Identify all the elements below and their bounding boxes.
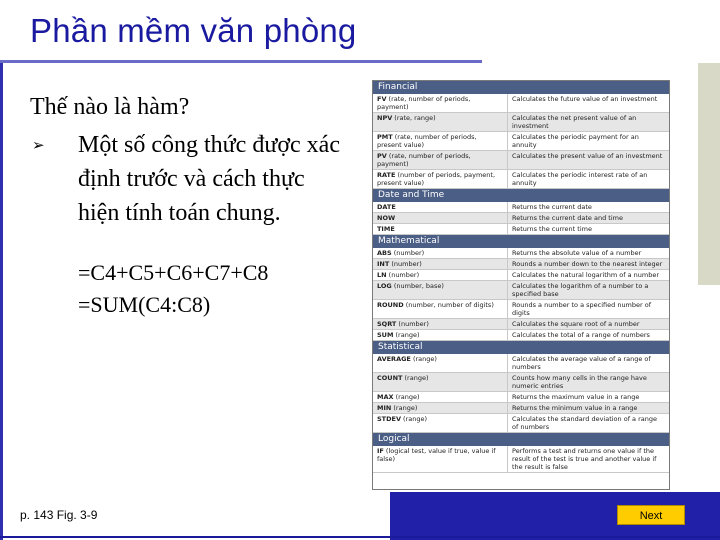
next-button[interactable]: Next [617,505,685,525]
table-row [373,151,669,170]
table-row [373,248,669,259]
function-description-cell: Calculates the average value of a range of numbers [507,354,669,372]
function-signature-cell [373,300,507,318]
function-description-cell: Rounds a number to a specified number of digits [507,300,669,318]
function-signature-cell [373,202,507,212]
function-signature-cell [373,132,507,150]
function-name: NPV [377,114,393,122]
function-description-cell: Calculates the total of a range of numbers [507,330,669,340]
function-arguments: (range) [400,415,428,423]
function-description-cell: Calculates the logarithm of a number to a specified base [507,281,669,299]
function-name: SUM [377,331,394,339]
function-description-cell: Returns the absolute value of a number [507,248,669,258]
function-name: SQRT [377,320,397,328]
bottom-rule [0,536,720,538]
table-row [373,132,669,151]
function-name: TIME [377,225,395,233]
function-arguments: (number) [389,260,422,268]
table-section-header: Logical [373,433,669,446]
arrow-bullet-icon: ➢ [32,136,45,154]
function-description-cell: Returns the current date [507,202,669,212]
table-row [373,330,669,341]
function-signature-cell [373,446,507,472]
function-signature-cell [373,213,507,223]
function-name: PMT [377,133,393,141]
function-description-cell: Calculates the natural logarithm of a number [507,270,669,280]
function-signature-cell [373,151,507,169]
function-arguments: (range) [402,374,429,382]
function-name: NOW [377,214,396,222]
function-signature-cell [373,113,507,131]
function-arguments: (number, number of digits) [403,301,494,309]
table-row [373,373,669,392]
function-description-cell: Calculates the net present value of an investment [507,113,669,131]
function-signature-cell [373,281,507,299]
table-section-header: Statistical [373,341,669,354]
function-arguments: (range) [393,393,420,401]
function-description-cell: Returns the maximum value in a range [507,392,669,402]
function-name: PV [377,152,387,160]
function-signature-cell [373,414,507,432]
function-name: ABS [377,249,392,257]
function-arguments: (number) [396,320,429,328]
function-description-cell: Calculates the present value of an investment [507,151,669,169]
function-signature-cell [373,94,507,112]
function-signature-cell [373,373,507,391]
function-description-cell: Returns the minimum value in a range [507,403,669,413]
function-signature-cell [373,170,507,188]
table-row [373,213,669,224]
title-underline [0,60,482,63]
formula-sum-function: =SUM(C4:C8) [78,292,211,317]
function-name: LOG [377,282,392,290]
function-arguments: (rate, number of periods, payment) [377,152,471,168]
function-arguments: (range) [410,355,437,363]
function-arguments: (logical test, value if true, value if false) [377,447,496,463]
function-description-cell: Calculates the periodic interest rate of an annuity [507,170,669,188]
table-row [373,446,669,473]
function-signature-cell [373,259,507,269]
function-name: COUNT [377,374,403,382]
figure-caption: p. 143 Fig. 3-9 [20,508,98,522]
function-arguments: (number of periods, payment, present value) [377,171,496,187]
function-signature-cell [373,248,507,258]
function-name: RATE [377,171,396,179]
function-description-cell: Returns the current time [507,224,669,234]
function-arguments: (rate, number of periods, payment) [377,95,471,111]
table-row [373,202,669,213]
function-signature-cell [373,224,507,234]
function-arguments: (number) [391,249,425,257]
table-row [373,281,669,300]
function-signature-cell [373,403,507,413]
function-arguments: (range) [393,331,420,339]
function-description-cell: Calculates the periodic payment for an annuity [507,132,669,150]
function-name: DATE [377,203,396,211]
table-row [373,113,669,132]
function-arguments: (number) [386,271,420,279]
table-row [373,259,669,270]
slide-title: Phần mềm văn phòng [30,12,357,49]
table-section-header: Date and Time [373,189,669,202]
table-row [373,170,669,189]
function-name: STDEV [377,415,401,423]
function-arguments: (number, base) [391,282,444,290]
function-description-cell: Calculates the future value of an investment [507,94,669,112]
bullet-text: Một số công thức được xác định trước và cách thực hiện tính toán chung. [78,132,340,226]
right-accent-bar [698,63,720,285]
function-description-cell: Counts how many cells in the range have numeric entries [507,373,669,391]
function-name: MIN [377,404,392,412]
left-accent-bar [0,63,3,540]
table-row [373,300,669,319]
function-signature-cell [373,354,507,372]
function-arguments: (range) [391,404,418,412]
function-name: AVERAGE [377,355,411,363]
table-row [373,270,669,281]
table-row [373,354,669,373]
function-name: IF [377,447,384,455]
function-description-cell: Rounds a number down to the nearest integer [507,259,669,269]
table-section-header: Financial [373,81,669,94]
function-description-cell: Calculates the square root of a number [507,319,669,329]
function-name: MAX [377,393,394,401]
function-description-cell: Performs a test and returns one value if the result of the test is true and another value if the result is false [507,446,669,472]
function-signature-cell [373,330,507,340]
table-row [373,403,669,414]
table-row [373,392,669,403]
table-section-header: Mathematical [373,235,669,248]
table-row [373,414,669,433]
question-heading: Thế nào là hàm? [30,94,190,120]
function-name: ROUND [377,301,404,309]
function-name: FV [377,95,387,103]
function-name: INT [377,260,390,268]
function-signature-cell [373,392,507,402]
table-row [373,224,669,235]
table-row [373,94,669,113]
function-signature-cell [373,270,507,280]
function-reference-table [372,80,670,490]
function-description-cell: Calculates the standard deviation of a range of numbers [507,414,669,432]
table-row [373,319,669,330]
function-name: LN [377,271,387,279]
function-arguments: (rate, number of periods, present value) [377,133,477,149]
formula-sum-cells: =C4+C5+C6+C7+C8 [78,260,269,285]
function-signature-cell [373,319,507,329]
function-description-cell: Returns the current date and time [507,213,669,223]
function-arguments: (rate, range) [392,114,436,122]
